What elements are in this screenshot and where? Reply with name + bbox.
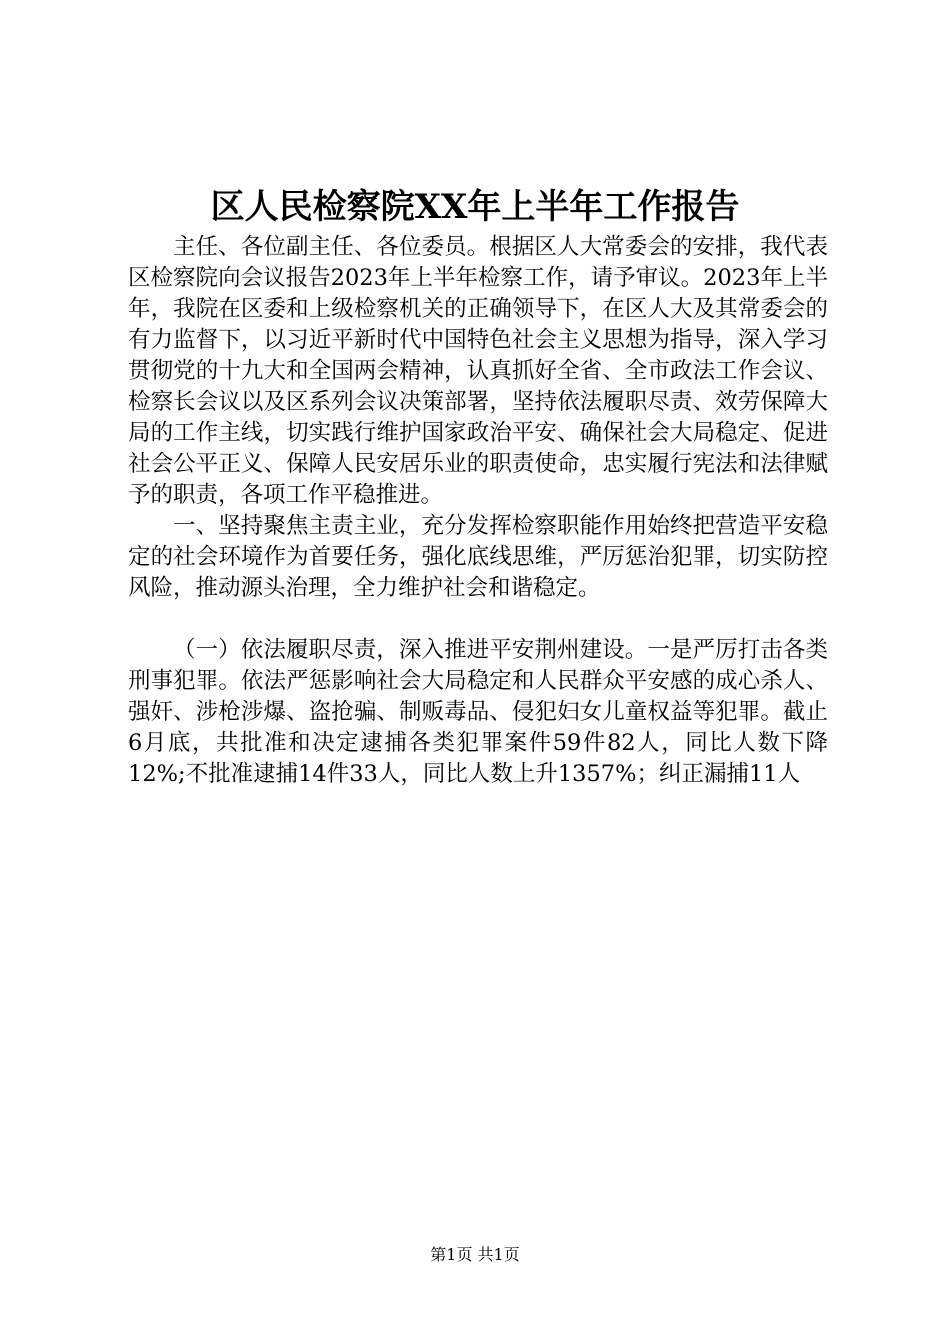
paragraph-section-one: 一、坚持聚焦主责主业，充分发挥检察职能作用始终把营造平安稳定的社会环境作为首要任务，强化底线思维，严厉惩治犯罪，切实防控风险，推动源头治理，全力维护社会和谐稳定。 [128,513,828,601]
document-body [128,232,828,790]
document-title: 区人民检察院XX年上半年工作报告 [210,187,740,227]
page-number-footer: 第1页 共1页 [430,1245,520,1264]
paragraph-subsection-one: （一）依法履职尽责，深入推进平安荆州建设。一是严厉打击各类刑事犯罪。依法严惩影响社会大局稳定和人民群众平安感的成心杀人、强奸、涉枪涉爆、盗抢骗、制贩毒品、侵犯妇女儿童权益等犯罪。截止6月底，共批准和决定逮捕各类犯罪案件59件82人，同比人数下降12%;不批准逮捕14件33人，同比人数上升1357%；纠正漏捕11人 [128,637,828,787]
paragraph-intro: 主任、各位副主任、各位委员。根据区人大常委会的安排，我代表区检察院向会议报告2023年上半年检察工作，请予审议。2023年上半年，我院在区委和上级检察机关的正确领导下，在区人大及其常委会的有力监督下，以习近平新时代中国特色社会主义思想为指导，深入学习贯彻党的十九大和全国两会精神，认真抓好全省、全市政法工作会议、检察长会议以及区系列会议决策部署，坚持依法履职尽责、效劳保障大局的工作主线，切实践行维护国家政治平安、确保社会大局稳定、促进社会公平正义、保障人民安居乐业的职责使命，忠实履行宪法和法律赋予的职责，各项工作平稳推进。 [128,234,828,508]
